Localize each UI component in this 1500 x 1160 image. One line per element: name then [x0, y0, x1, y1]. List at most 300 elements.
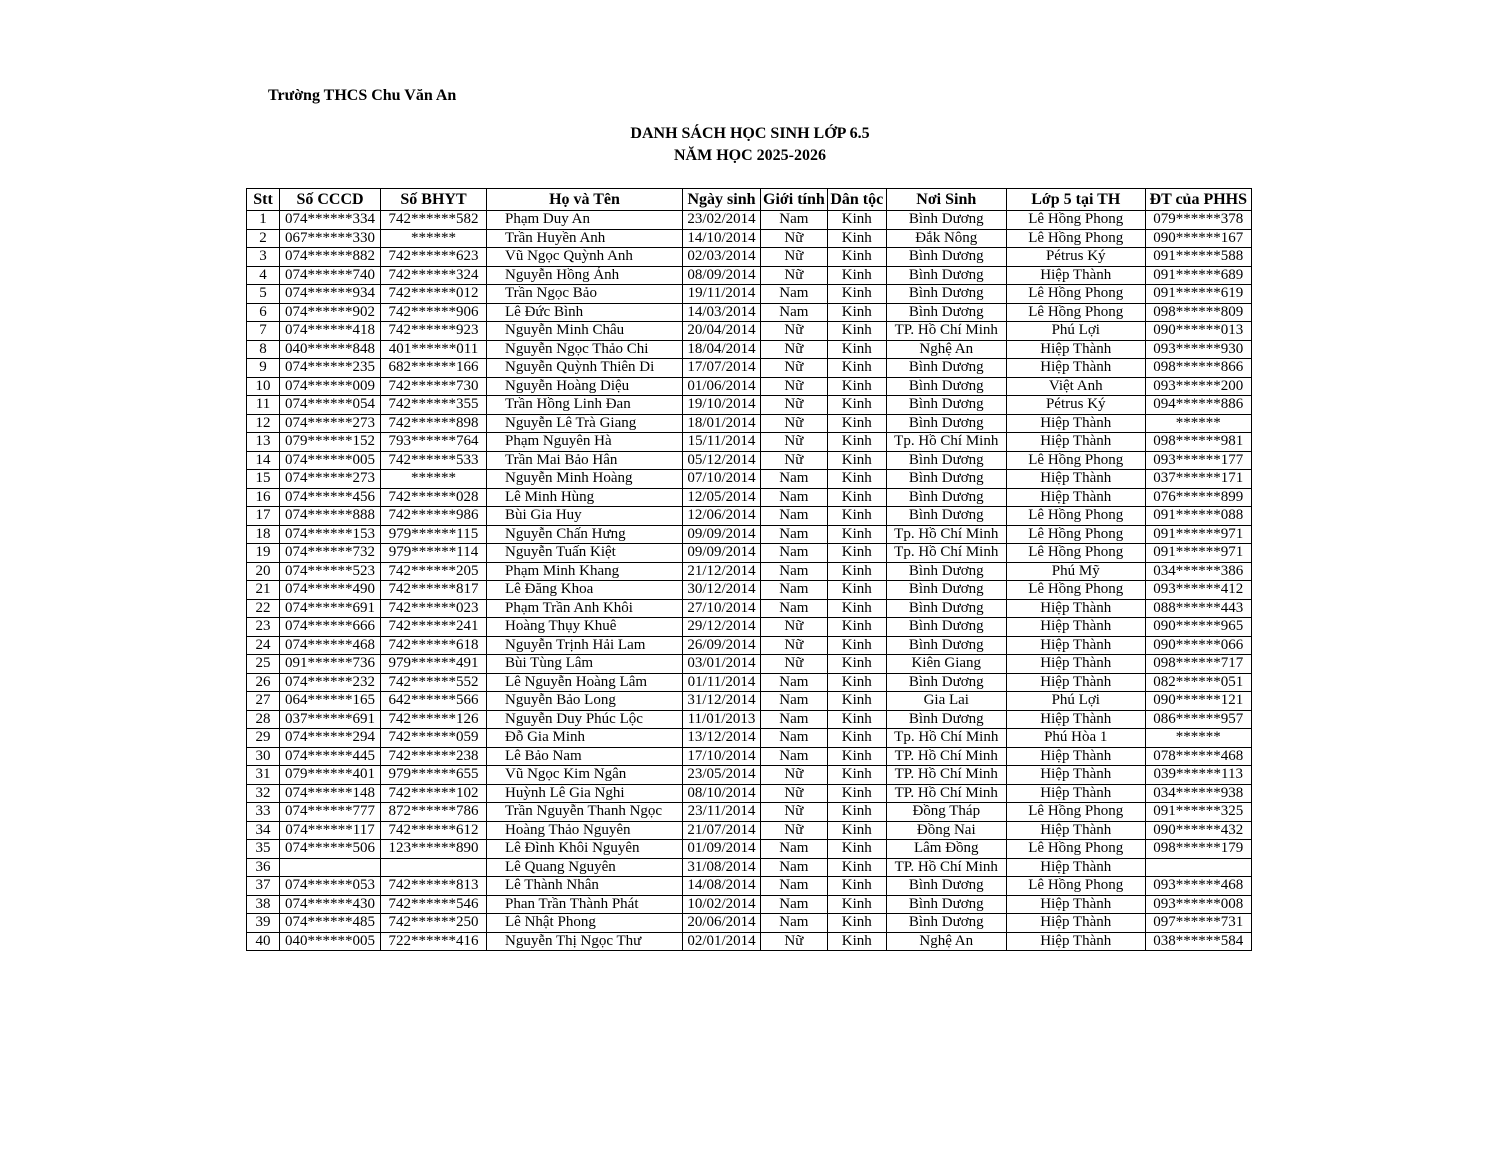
ethnicity-cell: Kinh [827, 377, 886, 396]
birthdate-cell: 21/12/2014 [683, 562, 761, 581]
name-cell: Lê Đăng Khoa [487, 581, 683, 600]
gender-cell: Nam [761, 599, 828, 618]
name-cell: Nguyễn Trịnh Hải Lam [487, 636, 683, 655]
bhyt-cell: 979******114 [381, 544, 487, 563]
cccd-cell: 040******848 [280, 340, 381, 359]
birthdate-cell: 31/08/2014 [683, 858, 761, 877]
parent-phone-cell: 098******717 [1145, 655, 1251, 674]
gender-cell: Nam [761, 488, 828, 507]
stt-cell: 27 [247, 692, 280, 711]
bhyt-cell: 123******890 [381, 840, 487, 859]
cccd-cell: 074******232 [280, 673, 381, 692]
cccd-cell: 074******009 [280, 377, 381, 396]
bhyt-cell: ****** [381, 229, 487, 248]
table-row [247, 636, 1252, 655]
birthplace-cell: Bình Dương [886, 710, 1006, 729]
gender-cell: Nữ [761, 340, 828, 359]
parent-phone-cell: ****** [1145, 414, 1251, 433]
table-row [247, 932, 1252, 951]
bhyt-cell: 742******817 [381, 581, 487, 600]
birthplace-cell: Bình Dương [886, 581, 1006, 600]
name-cell: Hoàng Thảo Nguyên [487, 821, 683, 840]
ethnicity-cell: Kinh [827, 784, 886, 803]
bhyt-cell [381, 858, 487, 877]
stt-cell: 17 [247, 507, 280, 526]
table-row [247, 858, 1252, 877]
birthplace-cell: Bình Dương [886, 266, 1006, 285]
header-primary-school: Lớp 5 tại TH [1006, 189, 1145, 211]
ethnicity-cell: Kinh [827, 322, 886, 341]
gender-cell: Nữ [761, 766, 828, 785]
name-cell: Nguyễn Quỳnh Thiên Di [487, 359, 683, 378]
birthplace-cell: Bình Dương [886, 673, 1006, 692]
primary-school-cell: Hiệp Thành [1006, 858, 1145, 877]
cccd-cell: 074******456 [280, 488, 381, 507]
ethnicity-cell: Kinh [827, 266, 886, 285]
bhyt-cell: 979******115 [381, 525, 487, 544]
cccd-cell: 074******506 [280, 840, 381, 859]
stt-cell: 39 [247, 914, 280, 933]
cccd-cell: 074******485 [280, 914, 381, 933]
birthdate-cell: 01/09/2014 [683, 840, 761, 859]
ethnicity-cell: Kinh [827, 303, 886, 322]
parent-phone-cell: 082******051 [1145, 673, 1251, 692]
ethnicity-cell: Kinh [827, 562, 886, 581]
birthplace-cell: Tp. Hồ Chí Minh [886, 433, 1006, 452]
stt-cell: 23 [247, 618, 280, 637]
bhyt-cell: 742******324 [381, 266, 487, 285]
header-name: Họ và Tên [487, 189, 683, 211]
stt-cell: 10 [247, 377, 280, 396]
birthdate-cell: 18/04/2014 [683, 340, 761, 359]
table-row [247, 303, 1252, 322]
name-cell: Nguyễn Ngọc Thảo Chi [487, 340, 683, 359]
cccd-cell: 074******691 [280, 599, 381, 618]
parent-phone-cell: 098******981 [1145, 433, 1251, 452]
ethnicity-cell: Kinh [827, 470, 886, 489]
name-cell: Đỗ Gia Minh [487, 729, 683, 748]
gender-cell: Nam [761, 470, 828, 489]
birthplace-cell: Đồng Nai [886, 821, 1006, 840]
name-cell: Phạm Nguyên Hà [487, 433, 683, 452]
cccd-cell: 037******691 [280, 710, 381, 729]
name-cell: Vũ Ngọc Kim Ngân [487, 766, 683, 785]
birthplace-cell: TP. Hồ Chí Minh [886, 747, 1006, 766]
table-row [247, 803, 1252, 822]
cccd-cell: 074******777 [280, 803, 381, 822]
primary-school-cell: Hiệp Thành [1006, 599, 1145, 618]
name-cell: Nguyễn Chấn Hưng [487, 525, 683, 544]
cccd-cell: 074******732 [280, 544, 381, 563]
bhyt-cell: 722******416 [381, 932, 487, 951]
gender-cell: Nam [761, 525, 828, 544]
gender-cell: Nữ [761, 359, 828, 378]
cccd-cell [280, 858, 381, 877]
cccd-cell: 074******117 [280, 821, 381, 840]
cccd-cell: 067******330 [280, 229, 381, 248]
gender-cell: Nam [761, 840, 828, 859]
birthplace-cell: Bình Dương [886, 414, 1006, 433]
birthplace-cell: Bình Dương [886, 488, 1006, 507]
name-cell: Hoàng Thụy Khuê [487, 618, 683, 637]
bhyt-cell: 742******623 [381, 248, 487, 267]
birthdate-cell: 31/12/2014 [683, 692, 761, 711]
primary-school-cell: Phú Hòa 1 [1006, 729, 1145, 748]
bhyt-cell: 742******533 [381, 451, 487, 470]
cccd-cell: 074******153 [280, 525, 381, 544]
primary-school-cell: Hiệp Thành [1006, 414, 1145, 433]
primary-school-cell: Hiệp Thành [1006, 340, 1145, 359]
cccd-cell: 074******888 [280, 507, 381, 526]
primary-school-cell: Hiệp Thành [1006, 655, 1145, 674]
cccd-cell: 074******490 [280, 581, 381, 600]
table-row [247, 377, 1252, 396]
parent-phone-cell: 091******689 [1145, 266, 1251, 285]
ethnicity-cell: Kinh [827, 433, 886, 452]
primary-school-cell: Lê Hồng Phong [1006, 877, 1145, 896]
bhyt-cell: 742******986 [381, 507, 487, 526]
gender-cell: Nữ [761, 784, 828, 803]
cccd-cell: 091******736 [280, 655, 381, 674]
parent-phone-cell: ****** [1145, 729, 1251, 748]
primary-school-cell: Hiệp Thành [1006, 710, 1145, 729]
birthdate-cell: 19/11/2014 [683, 285, 761, 304]
gender-cell: Nữ [761, 229, 828, 248]
stt-cell: 20 [247, 562, 280, 581]
birthdate-cell: 23/02/2014 [683, 211, 761, 230]
table-row [247, 248, 1252, 267]
birthdate-cell: 02/01/2014 [683, 932, 761, 951]
parent-phone-cell: 094******886 [1145, 396, 1251, 415]
parent-phone-cell: 034******938 [1145, 784, 1251, 803]
name-cell: Nguyễn Tuấn Kiệt [487, 544, 683, 563]
birthplace-cell: Bình Dương [886, 396, 1006, 415]
birthdate-cell: 17/07/2014 [683, 359, 761, 378]
stt-cell: 40 [247, 932, 280, 951]
gender-cell: Nam [761, 692, 828, 711]
ethnicity-cell: Kinh [827, 544, 886, 563]
bhyt-cell: 742******612 [381, 821, 487, 840]
primary-school-cell: Lê Hồng Phong [1006, 303, 1145, 322]
birthdate-cell: 10/02/2014 [683, 895, 761, 914]
primary-school-cell: Hiệp Thành [1006, 784, 1145, 803]
gender-cell: Nữ [761, 618, 828, 637]
parent-phone-cell [1145, 858, 1251, 877]
gender-cell: Nam [761, 914, 828, 933]
birthdate-cell: 13/12/2014 [683, 729, 761, 748]
table-row [247, 359, 1252, 378]
birthdate-cell: 05/12/2014 [683, 451, 761, 470]
birthdate-cell: 08/09/2014 [683, 266, 761, 285]
parent-phone-cell: 088******443 [1145, 599, 1251, 618]
parent-phone-cell: 090******965 [1145, 618, 1251, 637]
ethnicity-cell: Kinh [827, 877, 886, 896]
birthdate-cell: 11/01/2013 [683, 710, 761, 729]
table-row [247, 562, 1252, 581]
parent-phone-cell: 039******113 [1145, 766, 1251, 785]
primary-school-cell: Phú Mỹ [1006, 562, 1145, 581]
stt-cell: 2 [247, 229, 280, 248]
name-cell: Lê Đức Bình [487, 303, 683, 322]
name-cell: Lê Đình Khôi Nguyên [487, 840, 683, 859]
cccd-cell: 074******902 [280, 303, 381, 322]
primary-school-cell: Lê Hồng Phong [1006, 840, 1145, 859]
primary-school-cell: Lê Hồng Phong [1006, 544, 1145, 563]
table-row [247, 729, 1252, 748]
bhyt-cell: 742******241 [381, 618, 487, 637]
parent-phone-cell: 078******468 [1145, 747, 1251, 766]
bhyt-cell: 742******023 [381, 599, 487, 618]
birthplace-cell: Bình Dương [886, 470, 1006, 489]
primary-school-cell: Hiệp Thành [1006, 895, 1145, 914]
birthplace-cell: Gia Lai [886, 692, 1006, 711]
name-cell: Phạm Trần Anh Khôi [487, 599, 683, 618]
bhyt-cell: 742******028 [381, 488, 487, 507]
birthdate-cell: 01/06/2014 [683, 377, 761, 396]
bhyt-cell: 872******786 [381, 803, 487, 822]
stt-cell: 34 [247, 821, 280, 840]
name-cell: Nguyễn Lê Trà Giang [487, 414, 683, 433]
bhyt-cell: 742******250 [381, 914, 487, 933]
stt-cell: 15 [247, 470, 280, 489]
birthplace-cell: Bình Dương [886, 895, 1006, 914]
gender-cell: Nam [761, 729, 828, 748]
gender-cell: Nữ [761, 433, 828, 452]
table-row [247, 766, 1252, 785]
birthplace-cell: Bình Dương [886, 248, 1006, 267]
name-cell: Huỳnh Lê Gia Nghi [487, 784, 683, 803]
header-ethnicity: Dân tộc [827, 189, 886, 211]
table-row [247, 655, 1252, 674]
bhyt-cell: 742******552 [381, 673, 487, 692]
name-cell: Nguyễn Bảo Long [487, 692, 683, 711]
birthplace-cell: Nghệ An [886, 932, 1006, 951]
stt-cell: 7 [247, 322, 280, 341]
birthdate-cell: 09/09/2014 [683, 544, 761, 563]
table-row [247, 840, 1252, 859]
birthplace-cell: Bình Dương [886, 636, 1006, 655]
stt-cell: 3 [247, 248, 280, 267]
stt-cell: 19 [247, 544, 280, 563]
cccd-cell: 074******273 [280, 470, 381, 489]
gender-cell: Nam [761, 673, 828, 692]
cccd-cell: 064******165 [280, 692, 381, 711]
ethnicity-cell: Kinh [827, 340, 886, 359]
table-row [247, 692, 1252, 711]
cccd-cell: 074******148 [280, 784, 381, 803]
bhyt-cell: 742******582 [381, 211, 487, 230]
gender-cell: Nam [761, 581, 828, 600]
header-gender: Giới tính [761, 189, 828, 211]
birthdate-cell: 19/10/2014 [683, 396, 761, 415]
ethnicity-cell: Kinh [827, 229, 886, 248]
primary-school-cell: Pétrus Ký [1006, 396, 1145, 415]
birthplace-cell: Tp. Hồ Chí Minh [886, 525, 1006, 544]
table-row [247, 211, 1252, 230]
school-name: Trường THCS Chu Văn An [268, 87, 457, 104]
bhyt-cell: 742******813 [381, 877, 487, 896]
table-header-row [247, 189, 1252, 211]
name-cell: Nguyễn Hồng Ánh [487, 266, 683, 285]
table-row [247, 673, 1252, 692]
name-cell: Trần Hồng Linh Đan [487, 396, 683, 415]
primary-school-cell: Lê Hồng Phong [1006, 581, 1145, 600]
parent-phone-cell: 090******121 [1145, 692, 1251, 711]
ethnicity-cell: Kinh [827, 248, 886, 267]
cccd-cell: 074******273 [280, 414, 381, 433]
parent-phone-cell: 091******971 [1145, 544, 1251, 563]
birthdate-cell: 09/09/2014 [683, 525, 761, 544]
name-cell: Nguyễn Minh Hoàng [487, 470, 683, 489]
birthplace-cell: Bình Dương [886, 285, 1006, 304]
parent-phone-cell: 091******088 [1145, 507, 1251, 526]
school-year: NĂM HỌC 2025-2026 [674, 147, 826, 164]
gender-cell: Nam [761, 562, 828, 581]
parent-phone-cell: 076******899 [1145, 488, 1251, 507]
stt-cell: 33 [247, 803, 280, 822]
name-cell: Lê Nguyễn Hoàng Lâm [487, 673, 683, 692]
birthplace-cell: Kiên Giang [886, 655, 1006, 674]
ethnicity-cell: Kinh [827, 507, 886, 526]
bhyt-cell: 742******126 [381, 710, 487, 729]
stt-cell: 22 [247, 599, 280, 618]
gender-cell: Nữ [761, 932, 828, 951]
bhyt-cell: 979******491 [381, 655, 487, 674]
birthdate-cell: 26/09/2014 [683, 636, 761, 655]
ethnicity-cell: Kinh [827, 710, 886, 729]
table-row [247, 914, 1252, 933]
primary-school-cell: Lê Hồng Phong [1006, 285, 1145, 304]
parent-phone-cell: 093******930 [1145, 340, 1251, 359]
parent-phone-cell: 090******432 [1145, 821, 1251, 840]
stt-cell: 31 [247, 766, 280, 785]
birthdate-cell: 20/06/2014 [683, 914, 761, 933]
stt-cell: 28 [247, 710, 280, 729]
table-row [247, 488, 1252, 507]
stt-cell: 14 [247, 451, 280, 470]
name-cell: Phan Trần Thành Phát [487, 895, 683, 914]
birthplace-cell: Đồng Tháp [886, 803, 1006, 822]
gender-cell: Nam [761, 747, 828, 766]
parent-phone-cell: 093******008 [1145, 895, 1251, 914]
birthdate-cell: 14/08/2014 [683, 877, 761, 896]
header-birthplace: Nơi Sinh [886, 189, 1006, 211]
primary-school-cell: Hiệp Thành [1006, 359, 1145, 378]
bhyt-cell: 742******618 [381, 636, 487, 655]
birthplace-cell: Bình Dương [886, 359, 1006, 378]
birthdate-cell: 23/05/2014 [683, 766, 761, 785]
gender-cell: Nữ [761, 655, 828, 674]
cccd-cell: 074******882 [280, 248, 381, 267]
name-cell: Lê Bảo Nam [487, 747, 683, 766]
table-row [247, 507, 1252, 526]
parent-phone-cell: 091******971 [1145, 525, 1251, 544]
gender-cell: Nữ [761, 636, 828, 655]
parent-phone-cell: 034******386 [1145, 562, 1251, 581]
cccd-cell: 074******523 [280, 562, 381, 581]
name-cell: Trần Huyền Anh [487, 229, 683, 248]
parent-phone-cell: 086******957 [1145, 710, 1251, 729]
table-row [247, 877, 1252, 896]
header-bhyt: Số BHYT [381, 189, 487, 211]
gender-cell: Nữ [761, 322, 828, 341]
student-table [246, 188, 1252, 951]
table-row [247, 433, 1252, 452]
birthplace-cell: Bình Dương [886, 303, 1006, 322]
name-cell: Phạm Duy An [487, 211, 683, 230]
stt-cell: 1 [247, 211, 280, 230]
table-row [247, 895, 1252, 914]
table-row [247, 710, 1252, 729]
ethnicity-cell: Kinh [827, 895, 886, 914]
ethnicity-cell: Kinh [827, 858, 886, 877]
parent-phone-cell: 091******588 [1145, 248, 1251, 267]
ethnicity-cell: Kinh [827, 285, 886, 304]
gender-cell: Nữ [761, 414, 828, 433]
bhyt-cell: 979******655 [381, 766, 487, 785]
gender-cell: Nữ [761, 803, 828, 822]
ethnicity-cell: Kinh [827, 636, 886, 655]
table-row [247, 525, 1252, 544]
name-cell: Trần Ngọc Bảo [487, 285, 683, 304]
parent-phone-cell: 098******866 [1145, 359, 1251, 378]
ethnicity-cell: Kinh [827, 729, 886, 748]
bhyt-cell: 682******166 [381, 359, 487, 378]
birthdate-cell: 23/11/2014 [683, 803, 761, 822]
table-row [247, 544, 1252, 563]
cccd-cell: 074******235 [280, 359, 381, 378]
primary-school-cell: Hiệp Thành [1006, 932, 1145, 951]
stt-cell: 4 [247, 266, 280, 285]
stt-cell: 32 [247, 784, 280, 803]
table-row [247, 747, 1252, 766]
parent-phone-cell: 097******731 [1145, 914, 1251, 933]
name-cell: Lê Nhật Phong [487, 914, 683, 933]
table-row [247, 229, 1252, 248]
birthdate-cell: 27/10/2014 [683, 599, 761, 618]
stt-cell: 11 [247, 396, 280, 415]
cccd-cell: 074******334 [280, 211, 381, 230]
birthplace-cell: Bình Dương [886, 562, 1006, 581]
table-row [247, 396, 1252, 415]
ethnicity-cell: Kinh [827, 747, 886, 766]
ethnicity-cell: Kinh [827, 414, 886, 433]
bhyt-cell: 742******238 [381, 747, 487, 766]
stt-cell: 9 [247, 359, 280, 378]
birthdate-cell: 12/06/2014 [683, 507, 761, 526]
gender-cell: Nam [761, 303, 828, 322]
stt-cell: 24 [247, 636, 280, 655]
primary-school-cell: Lê Hồng Phong [1006, 507, 1145, 526]
parent-phone-cell: 079******378 [1145, 211, 1251, 230]
cccd-cell: 074******430 [280, 895, 381, 914]
birthplace-cell: Bình Dương [886, 914, 1006, 933]
table-row [247, 784, 1252, 803]
primary-school-cell: Hiệp Thành [1006, 433, 1145, 452]
primary-school-cell: Lê Hồng Phong [1006, 451, 1145, 470]
stt-cell: 13 [247, 433, 280, 452]
cccd-cell: 074******740 [280, 266, 381, 285]
stt-cell: 16 [247, 488, 280, 507]
primary-school-cell: Hiệp Thành [1006, 673, 1145, 692]
ethnicity-cell: Kinh [827, 359, 886, 378]
table-row [247, 599, 1252, 618]
bhyt-cell: 742******012 [381, 285, 487, 304]
primary-school-cell: Hiệp Thành [1006, 747, 1145, 766]
bhyt-cell: ****** [381, 470, 487, 489]
name-cell: Lê Thành Nhân [487, 877, 683, 896]
stt-cell: 6 [247, 303, 280, 322]
